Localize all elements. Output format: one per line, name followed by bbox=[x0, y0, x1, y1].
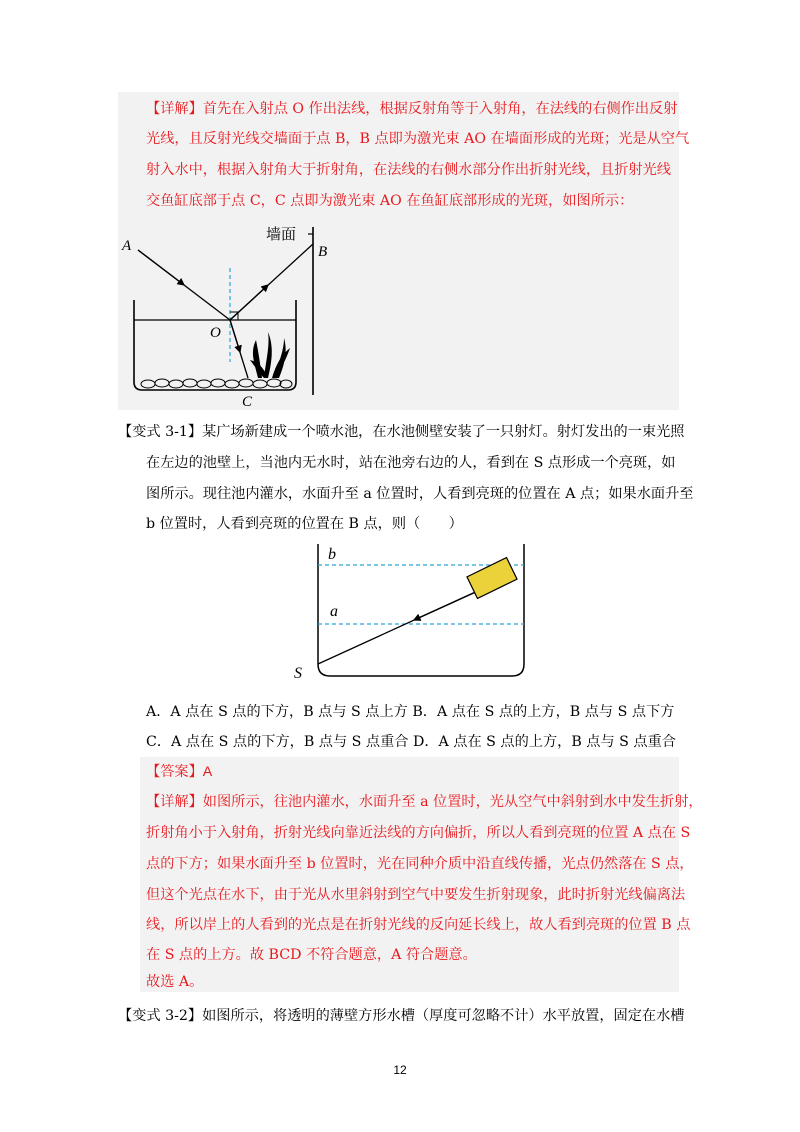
detail2-line-1: 【详解】如图所示，往池内灌水，水面升至 a 位置时，光从空气中斜射到水中发生折射， bbox=[146, 794, 703, 810]
variant31-line-1: 【变式 3-1】某广场新建成一个喷水池，在水池侧壁安装了一只射灯。射灯发出的一束光照 bbox=[118, 424, 685, 440]
options-row-1: A．A 点在 S 点的下方，B 点与 S 点上方 B．A 点在 S 点的上方，B 点与 S 点下方 bbox=[146, 704, 675, 720]
detail1-line-4: 交鱼缸底部于点 C，C 点即为激光束 AO 在鱼缸底部形成的光斑，如图所示： bbox=[146, 193, 634, 209]
detail1-line-1: 【详解】首先在入射点 O 作出法线，根据反射角等于入射角，在法线的右侧作出反射 bbox=[146, 101, 678, 117]
page-number: 12 bbox=[393, 1063, 407, 1077]
variant31-line-2: 在左边的池壁上，当池内无水时，站在池旁右边的人，看到在 S 点形成一个亮斑，如 bbox=[146, 455, 676, 471]
answer-line bbox=[146, 762, 212, 782]
variant31-line-3: 图所示。现往池内灌水，水面升至 a 位置时，人看到亮斑的位置在 A 点；如果水面升至 bbox=[146, 486, 694, 502]
pool-lamp-figure bbox=[292, 540, 538, 682]
answer-tag: 【答案】 bbox=[146, 764, 203, 780]
reflection-refraction-figure bbox=[118, 212, 329, 410]
light-beam-arrow bbox=[414, 590, 480, 620]
detail2-line-4: 但这个光点在水下，由于光从水里斜射到空气中要发生折射现象，此时折射光线偏离法 bbox=[146, 887, 686, 903]
answer-value: A bbox=[202, 764, 213, 780]
water-plant-icon bbox=[250, 332, 290, 378]
wall bbox=[308, 227, 313, 395]
wall-label: 墙面 bbox=[266, 227, 297, 243]
point-o-label: O bbox=[210, 325, 221, 341]
detail1-line-3: 射入水中，根据入射角大于折射角，在法线的右侧水部分作出折射光线，且折射光线 bbox=[146, 162, 671, 178]
point-b-label: B bbox=[318, 244, 328, 260]
detail2-line-6: 在 S 点的上方。故 BCD 不符合题意，A 符合题意。 bbox=[146, 947, 477, 963]
point-c-label: C bbox=[242, 394, 253, 410]
detail2-line-5: 线，所以岸上的人看到的光点是在折射光线的反向延长线上，故人看到亮斑的位置 B 点 bbox=[146, 917, 691, 933]
refracted-ray-arrow bbox=[230, 320, 240, 352]
detail2-line-3: 点的下方；如果水面升至 b 位置时，光在同种介质中沿直线传播，光点仍然落在 S 点， bbox=[146, 856, 694, 872]
pebbles bbox=[141, 379, 292, 388]
variant31-line-4: b 位置时，人看到亮斑的位置在 B 点，则（ ） bbox=[146, 516, 463, 532]
detail2-conclusion: 故选 A。 bbox=[146, 974, 204, 990]
lamp-icon bbox=[467, 558, 517, 599]
level-b-label: b bbox=[328, 546, 336, 563]
variant32-line-1: 【变式 3-2】如图所示，将透明的薄壁方形水槽（厚度可忽略不计）水平放置，固定在水槽 bbox=[118, 1008, 685, 1024]
point-a-label: A bbox=[122, 238, 132, 254]
point-s-label: S bbox=[294, 665, 302, 682]
detail2-line-2: 折射角小于入射角，折射光线向靠近法线的方向偏折，所以人看到亮斑的位置 A 点在 S bbox=[146, 825, 691, 841]
level-a-label: a bbox=[330, 603, 338, 620]
fish-tank bbox=[134, 300, 296, 390]
incident-ray-arrow bbox=[138, 250, 184, 285]
detail1-line-2: 光线，且反射光线交墙面于点 B，B 点即为激光束 AO 在墙面形成的光斑；光是从空气 bbox=[146, 131, 690, 147]
reflected-ray-arrow bbox=[230, 285, 268, 320]
options-row-2: C．A 点在 S 点的下方，B 点与 S 点重合 D．A 点在 S 点的上方，B 点与 S 点重合 bbox=[146, 734, 676, 750]
